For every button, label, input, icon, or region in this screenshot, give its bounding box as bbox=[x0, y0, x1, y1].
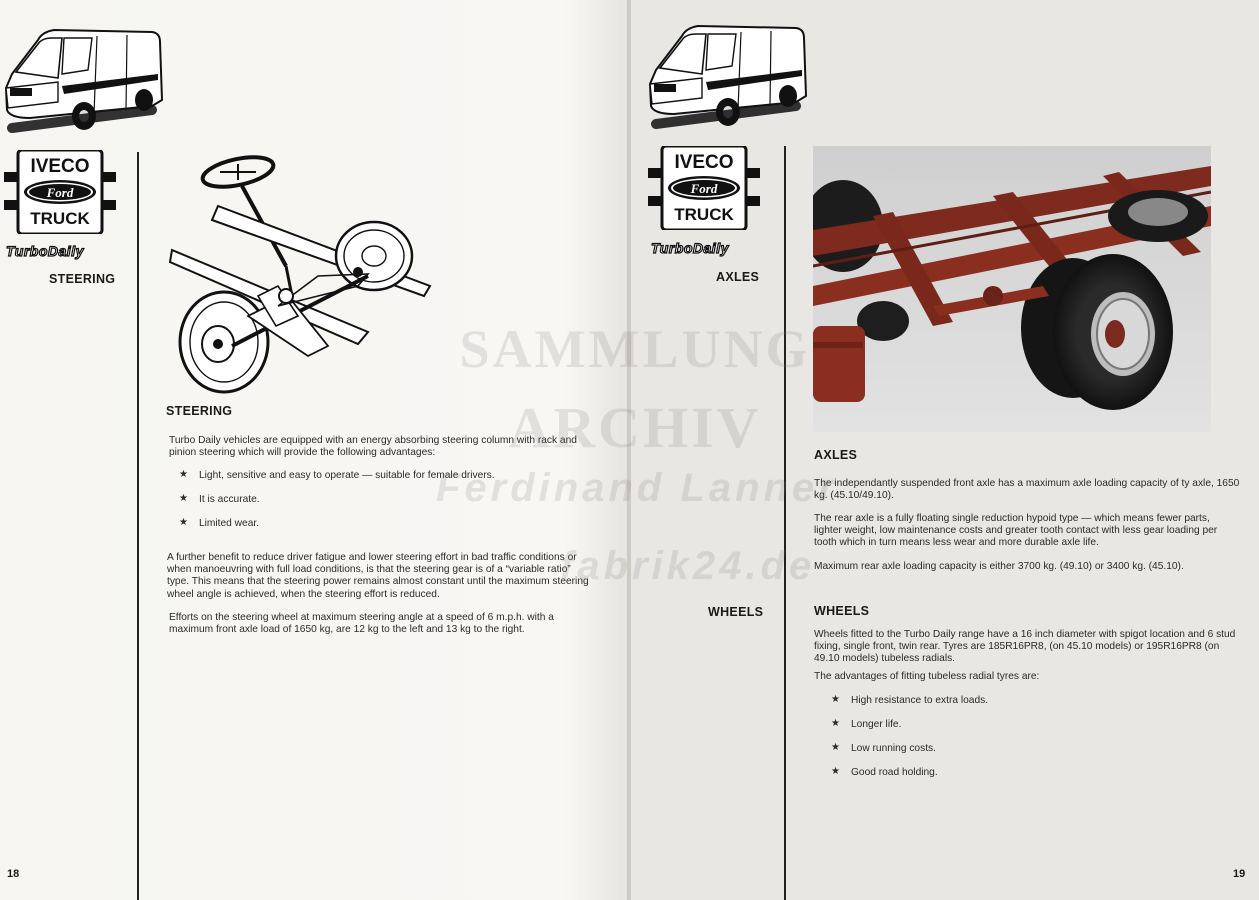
side-heading-axles: AXLES bbox=[716, 270, 760, 284]
list-item: ★ Low running costs. bbox=[831, 742, 936, 754]
list-item: ★ Longer life. bbox=[831, 718, 902, 730]
iveco-ford-truck-logo bbox=[4, 150, 116, 234]
section-heading-wheels: WHEELS bbox=[814, 604, 870, 618]
list-item: ★ Light, sensitive and easy to operate — suitable for female drivers. bbox=[179, 469, 495, 481]
side-heading-steering: STEERING bbox=[49, 272, 116, 286]
wheels-para-2: The advantages of fitting tubeless radial tyres are: bbox=[814, 671, 1040, 682]
steering-diagram bbox=[168, 146, 440, 396]
axles-para-3: Maximum rear axle loading capacity is either 3700 kg. (49.10) or 3400 kg. (45.10). bbox=[814, 561, 1184, 572]
chassis-photo bbox=[813, 146, 1211, 432]
list-item: ★ High resistance to extra loads. bbox=[831, 694, 989, 706]
side-heading-wheels: WHEELS bbox=[708, 605, 764, 619]
watermark-archiv: ARCHIV bbox=[508, 395, 762, 460]
iveco-ford-truck-logo-right bbox=[648, 146, 760, 230]
steering-intro: Turbo Daily vehicles are equipped with an energy absorbing steering column with rack and pinion steering which will provide the following advantages: bbox=[169, 435, 577, 459]
van-illustration-right bbox=[646, 14, 808, 132]
logo-truck: TRUCK bbox=[30, 209, 90, 228]
steering-para-3: Efforts on the steering wheel at maximum steering angle at a speed of 6 m.p.h. with a maximum front axle load of 1650 kg, are 12 kg to the left and 13 kg to the right. bbox=[169, 612, 554, 636]
turbodaily-logo-right: TurboDaily bbox=[651, 240, 729, 256]
van-illustration bbox=[2, 18, 164, 136]
logo-iveco: IVECO bbox=[674, 152, 734, 173]
axles-para-2: The rear axle is a fully floating single reduction hypoid type — which means fewer parts, lighter weight, low maintenance costs and greater tooth contact with less gear loading per tooth which in turn means less wear and more durable axle life. bbox=[814, 513, 1218, 549]
section-heading-axles: AXLES bbox=[814, 448, 858, 462]
section-heading-steering: STEERING bbox=[166, 404, 233, 418]
column-rule-right bbox=[784, 146, 786, 900]
logo-iveco: IVECO bbox=[30, 156, 90, 177]
logo-ford: Ford bbox=[690, 181, 718, 196]
left-page bbox=[0, 0, 628, 900]
logo-ford: Ford bbox=[46, 185, 74, 200]
watermark-sammlung: SAMMLUNG bbox=[459, 319, 811, 379]
column-rule-left bbox=[137, 152, 139, 900]
list-item: ★ It is accurate. bbox=[179, 493, 260, 505]
logo-truck: TRUCK bbox=[674, 205, 734, 224]
page-number-right: 19 bbox=[1233, 868, 1246, 880]
steering-para-2: A further benefit to reduce driver fatigue and lower steering effort in bad traffic conditions or when manoeuvring with full load conditions, is that the steering gear is of a “variable ratio” type. This means that the steering power remains almost constant until the maximum steering wheel angle is achieved, when the steering effort is reduced. bbox=[167, 552, 589, 600]
watermark-site: fabrik24.de bbox=[560, 544, 816, 588]
watermark-name: Ferdinand Lanner bbox=[436, 466, 838, 510]
wheels-bullets bbox=[831, 695, 1211, 791]
wheels-para-1: Wheels fitted to the Turbo Daily range have a 16 inch diameter with spigot location and 6 stud fixing, single front, twin rear. Tyres are 185R16PR8, (on 45.10 models) or 195R16PR8 (on 49.10 models) tubeless radials. bbox=[814, 629, 1236, 665]
list-item: ★ Good road holding. bbox=[831, 766, 938, 778]
axles-para-1: The independantly suspended front axle has a maximum axle loading capacity of ty axle, 1650 kg. (45.10/49.10). bbox=[814, 478, 1240, 502]
list-item: ★ Limited wear. bbox=[179, 517, 260, 529]
page-number-left: 18 bbox=[7, 868, 20, 880]
turbodaily-logo: TurboDaily bbox=[6, 243, 84, 259]
steering-bullets bbox=[179, 470, 599, 542]
